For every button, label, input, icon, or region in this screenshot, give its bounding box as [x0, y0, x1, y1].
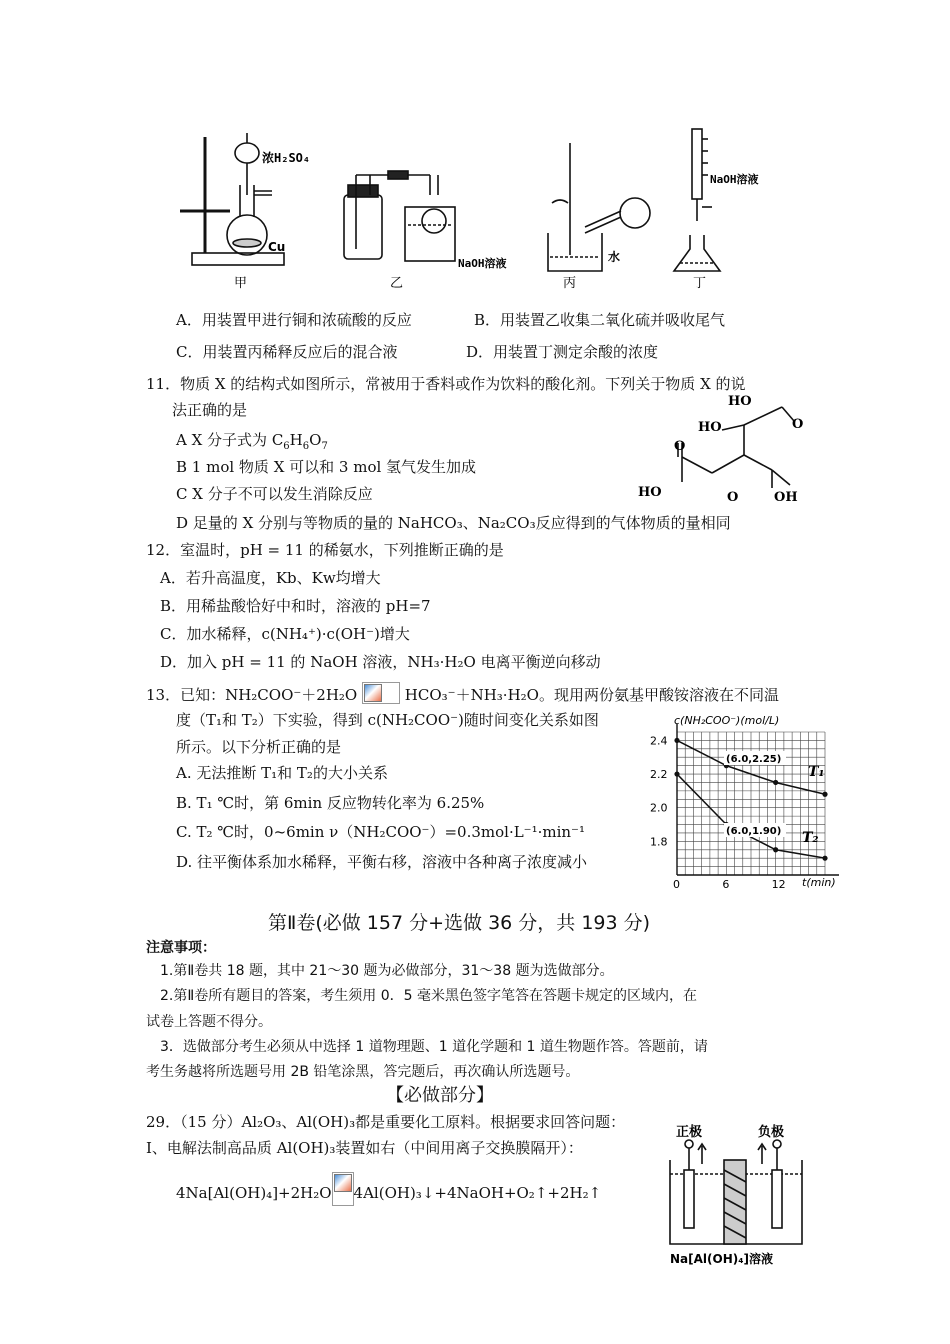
electrolysis-cell	[662, 1118, 812, 1268]
caption-jia: 甲	[234, 276, 248, 291]
q10-option-b: B．用装置乙收集二氧化硫并吸收尾气	[474, 311, 726, 329]
y-tick-label: 2.4	[650, 734, 668, 748]
data-point	[822, 856, 827, 861]
chart-x-label: t(min)	[802, 876, 836, 889]
electrolysis-arrow-icon	[332, 1172, 354, 1206]
q29-part1: Ⅰ、电解法制高品质 Al(OH)₃装置如右（中间用离子交换膜隔开）：	[146, 1139, 583, 1157]
chart-y-label: c(NH₂COO⁻)(mol/L)	[674, 714, 780, 727]
y-tick-label: 1.8	[650, 835, 668, 849]
label-cu: Cu	[268, 240, 286, 254]
series-label: T₂	[802, 830, 819, 846]
section2-title: 第Ⅱ卷(必做 157 分+选做 36 分，共 193 分)	[268, 912, 651, 934]
q13-option-a: A. 无法推断 T₁和 T₂的大小关系	[176, 764, 388, 782]
cell-solution-label: Na[Al(OH)₄]溶液	[670, 1252, 773, 1266]
q12-option-d: D．加入 pH = 11 的 NaOH 溶液，NH₃·H₂O 电离平衡逆向移动	[160, 653, 601, 671]
q13-stem-2: 度（T₁和 T₂）下实验，得到 c(NH₂COO⁻)随时间变化关系如图	[176, 711, 599, 729]
notice-2a: 2.第Ⅱ卷所有题目的答案，考生须用 0．5 毫米黑色签字笔答在答题卡规定的区域内，在	[160, 988, 697, 1004]
series-label: T₁	[808, 764, 825, 780]
caption-bing: 丙	[563, 276, 577, 291]
q10-option-d: D．用装置丁测定余酸的浓度	[466, 343, 659, 361]
svg-text:O: O	[674, 439, 686, 454]
annotation-label: (6.0,1.90)	[726, 826, 782, 837]
label-naoh-yi: NaOH溶液	[458, 257, 507, 270]
svg-text:HO: HO	[698, 420, 722, 435]
x-tick-label: 6	[722, 878, 730, 891]
q29-equation: 4Na[Al(OH)₄]+2H₂O 4Al(OH)₃↓+4NaOH+O₂↑+2H₂↑	[176, 1172, 601, 1206]
q12-option-b: B．用稀盐酸恰好中和时，溶液的 pH=7	[160, 597, 431, 615]
notice-3b: 考生务越将所选题号用 2B 铅笔涂黑，答完题后，再次确认所选题号。	[146, 1064, 580, 1080]
apparatus-bing	[548, 143, 650, 271]
q10-option-a: A．用装置甲进行铜和浓硫酸的反应	[176, 311, 412, 329]
q11-option-c: C X 分子不可以发生消除反应	[176, 485, 373, 503]
q11-structure	[632, 385, 822, 510]
caption-yi: 乙	[390, 276, 404, 291]
notice-3a: 3．选做部分考生必须从中选择 1 道物理题、1 道化学题和 1 道生物题作答。答题前，请	[160, 1039, 708, 1055]
q11-stem-1: 11．物质 X 的结构式如图所示，常被用于香料或作为饮料的酸化剂。下列关于物质 X 的说	[146, 375, 746, 393]
q29-stem: 29．（15 分）Al₂O₃、Al(OH)₃都是重要化工原料。根据要求回答问题：	[146, 1113, 626, 1131]
notice-1: 1.第Ⅱ卷共 18 题，其中 21～30 题为必做部分，31～38 题为选做部分。	[160, 963, 614, 979]
data-point	[674, 738, 679, 743]
data-point	[674, 771, 679, 776]
q13-option-d: D. 往平衡体系加水稀释，平衡右移，溶液中各种离子浓度减小	[176, 853, 588, 871]
svg-text:OH: OH	[774, 490, 798, 505]
data-point	[822, 792, 827, 797]
data-point	[773, 780, 778, 785]
equilibrium-arrow-icon	[362, 682, 400, 704]
q11-option-b: B 1 mol 物质 X 可以和 3 mol 氢气发生加成	[176, 458, 477, 476]
q13-chart	[640, 710, 855, 892]
apparatus-figure	[180, 125, 790, 300]
must-part-title: 【必做部分】	[386, 1085, 494, 1106]
cathode-label: 负极	[758, 1125, 785, 1140]
anode-label: 正极	[676, 1125, 703, 1140]
apparatus-ding	[674, 129, 720, 271]
q12-stem: 12．室温时，pH = 11 的稀氨水，下列推断正确的是	[146, 541, 504, 559]
annotation-label: (6.0,2.25)	[726, 754, 782, 765]
label-water: 水	[608, 250, 621, 264]
svg-text:O: O	[727, 490, 739, 505]
q11-stem-2: 法正确的是	[172, 401, 248, 419]
q13-stem-1: 13．已知：NH₂COO⁻＋2H₂O HCO₃⁻＋NH₃·H₂O。现用两份氨基甲酸铵溶液在不同温	[146, 682, 779, 705]
x-tick-label: 0	[673, 878, 680, 891]
q11-option-d: D 足量的 X 分别与等物质的量的 NaHCO₃、Na₂CO₃反应得到的气体物质的量相同	[176, 514, 731, 532]
label-naoh-ding: NaOH溶液	[710, 173, 759, 186]
x-tick-label: 12	[771, 878, 786, 891]
svg-text:O: O	[792, 417, 804, 432]
y-tick-label: 2.2	[650, 768, 668, 782]
data-point	[773, 847, 778, 852]
q10-option-c: C．用装置丙稀释反应后的混合液	[176, 343, 398, 361]
q12-option-c: C．加水稀释，c(NH₄⁺)·c(OH⁻)增大	[160, 625, 410, 643]
q13-option-c: C. T₂ ℃时，0~6min ν（NH₂COO⁻）=0.3mol·L⁻¹·min⁻¹	[176, 823, 585, 841]
notice-heading: 注意事项：	[146, 940, 216, 956]
q12-option-a: A．若升高温度，Kb、Kw均增大	[160, 569, 381, 587]
q13-stem-3: 所示。以下分析正确的是	[176, 738, 342, 756]
y-tick-label: 2.0	[650, 801, 668, 815]
svg-text:HO: HO	[728, 394, 752, 409]
notice-2b: 试卷上答题不得分。	[146, 1014, 272, 1030]
svg-text:HO: HO	[638, 485, 662, 500]
caption-ding: 丁	[693, 276, 707, 291]
label-acid: 浓H₂SO₄	[262, 151, 311, 165]
q11-option-a: A X 分子式为 $C_6H_6O_7$	[176, 431, 328, 452]
q13-option-b: B. T₁ ℃时，第 6min 反应物转化率为 6.25%	[176, 794, 485, 812]
apparatus-yi	[344, 171, 455, 261]
